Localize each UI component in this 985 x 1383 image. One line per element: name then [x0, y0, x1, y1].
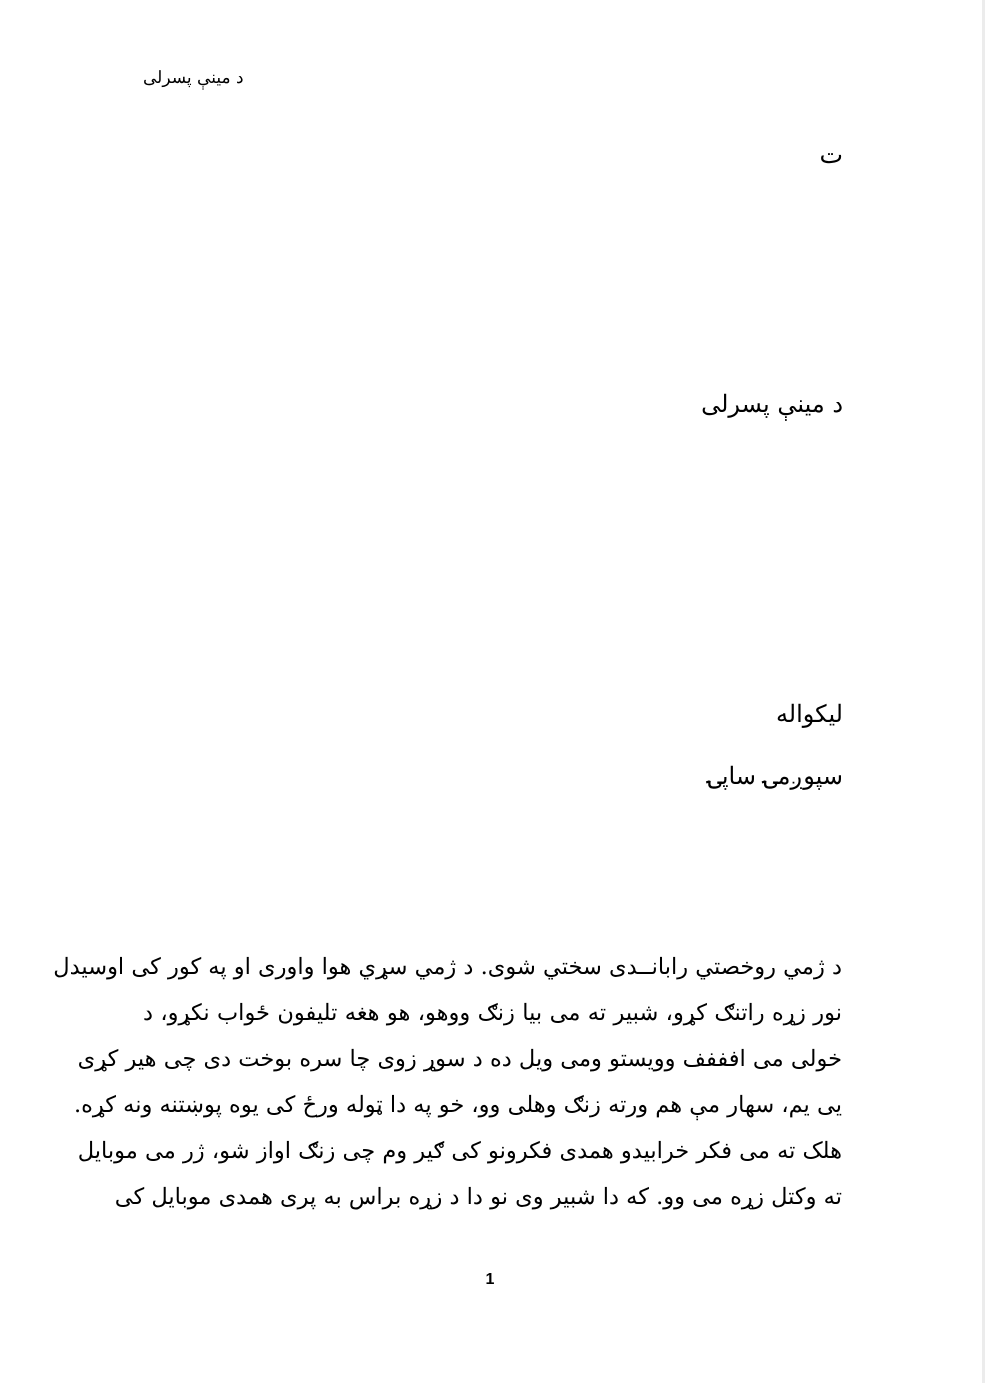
page-number: 1 — [485, 1271, 495, 1288]
body-line-4: یی یم، سهار مې هم ورته زنګ وهلی وو، خو په دا ټوله ورځ کی یوه پوښتنه ونه کړه. — [73, 1092, 842, 1118]
heading-letter: ت — [819, 140, 843, 169]
author-label: لیکواله — [775, 700, 843, 728]
body-line-3: خولی می افففف وویستو ومی ویل ده د سوړ زوی چا سره بوخت دی چی هیر کړی — [77, 1046, 842, 1072]
running-header: د مینې پسرلی — [143, 68, 244, 88]
body-line-2: نور زړه راتنګ کړو، شبیر ته می بیا زنګ ووهو، هو هغه تلیفون ځواب نکړو، د — [143, 1000, 842, 1026]
body-line-5: هلک ته می فکر خرابیدو همدی فکرونو کی ګیر وم چی زنګ اواز شو، ژر می موبایل — [77, 1138, 842, 1164]
body-line-6: ته وکتل زړه می وو. که دا شبیر وی نو دا د زړه براس به پری همدی موبایل کی — [114, 1184, 842, 1210]
author-name: سپوږمۍ ساپۍ — [707, 762, 843, 790]
body-paragraph — [53, 944, 842, 1220]
book-title: د مینې پسرلی — [701, 390, 843, 418]
body-line-1: د ژمي روخصتي رابانــدی سختي شوی. د ژمي سړي هوا واوری او په کور کی اوسیدل — [53, 954, 842, 980]
